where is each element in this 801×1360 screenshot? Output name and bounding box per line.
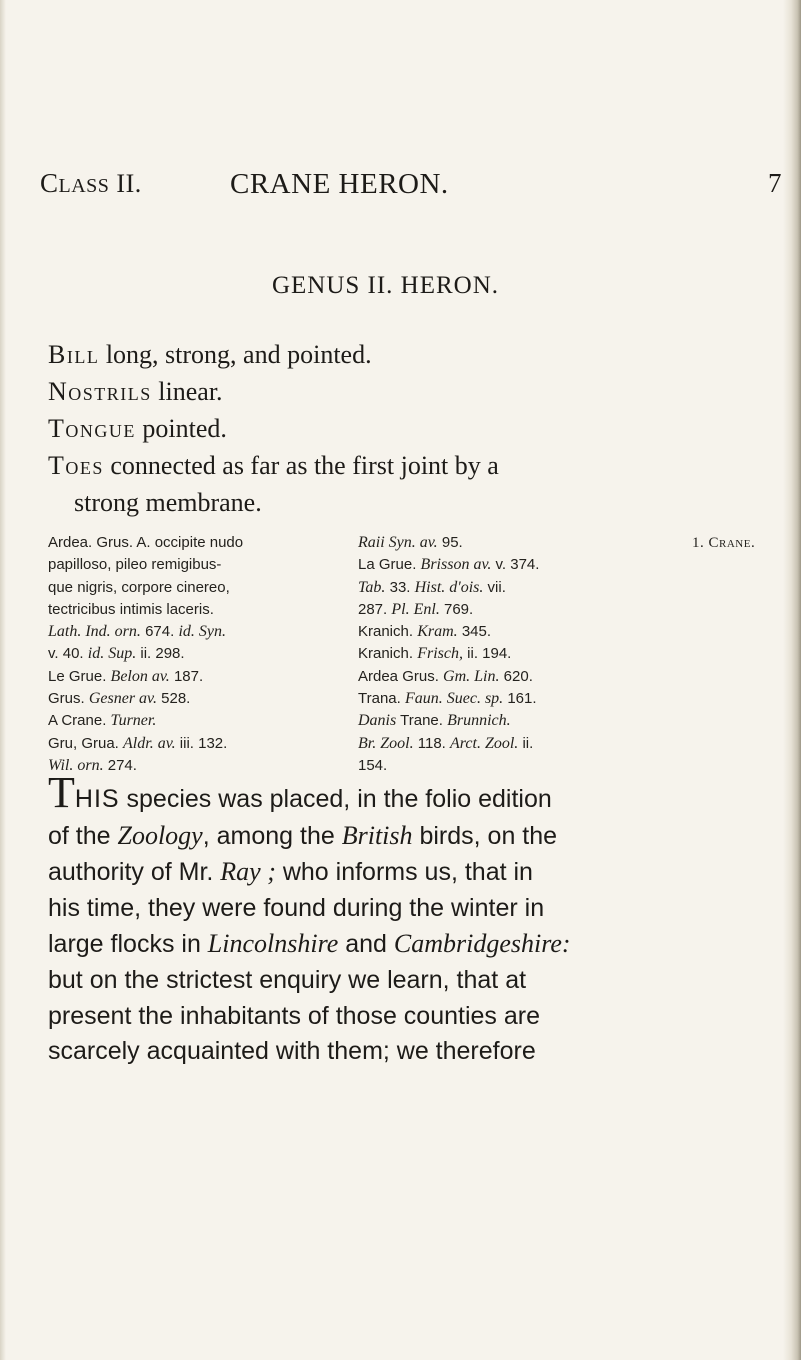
- reference-text: Ardea. Grus. A. occipite nudo: [48, 534, 244, 551]
- italic-term: Zoology: [117, 820, 203, 850]
- reference-text: 33.: [385, 578, 415, 596]
- reference-line: [48, 643, 348, 665]
- character-term: Bill: [48, 340, 100, 369]
- genus-title: GENUS II. HERON.: [271, 272, 500, 299]
- reference-text: 345.: [457, 623, 492, 641]
- body-text-run: present the inhabitants of those counties are: [48, 1001, 540, 1030]
- margin-note: [692, 532, 755, 554]
- reference-text: 287.: [358, 600, 392, 618]
- reference-text: Le Grue.: [48, 667, 111, 685]
- reference-citation: Arct. Zool.: [450, 734, 519, 752]
- body-text-run: large flocks in: [48, 930, 208, 959]
- character-term: Nostrils: [48, 377, 152, 406]
- reference-citation: Brisson av.: [420, 556, 492, 574]
- body-text-run: and: [338, 930, 394, 959]
- reference-text: v. 40.: [48, 645, 88, 663]
- reference-text: ii. 298.: [136, 645, 185, 663]
- reference-line: [358, 621, 688, 643]
- references-left-column: [48, 532, 348, 777]
- reference-text: Trana.: [358, 690, 405, 708]
- reference-line: [48, 666, 348, 688]
- reference-text: v. 374.: [491, 556, 540, 574]
- reference-line: [48, 532, 348, 554]
- running-head-title: CRANE HERON.: [230, 168, 449, 200]
- reference-line: [358, 688, 688, 710]
- body-text-run: who informs us, that in: [275, 858, 533, 887]
- reference-line: [358, 666, 688, 688]
- reference-text: que nigris, corpore cinereo,: [48, 578, 230, 596]
- reference-citation: Br. Zool.: [358, 734, 414, 752]
- reference-text: 528.: [156, 690, 191, 708]
- references-right-column: [358, 532, 688, 777]
- reference-citation: Danis: [358, 712, 397, 730]
- body-line: [48, 818, 760, 855]
- reference-line: [358, 577, 688, 599]
- reference-line: [358, 755, 688, 777]
- reference-citation: Pl. Enl.: [391, 600, 440, 618]
- character-description: connected as far as the first joint by a: [103, 451, 499, 480]
- reference-text: ii.: [518, 734, 534, 752]
- body-text-run: birds, on the: [412, 821, 558, 850]
- body-line: [48, 1034, 760, 1070]
- reference-line: [358, 733, 688, 755]
- reference-text: 187.: [169, 667, 204, 685]
- reference-text: Gru, Grua.: [48, 734, 124, 752]
- reference-text: Ardea Grus.: [358, 667, 444, 685]
- reference-text: Trane.: [396, 712, 448, 730]
- reference-text: vii.: [483, 578, 506, 596]
- margin-note-text: 1. Crane.: [692, 535, 756, 551]
- reference-citation: Aldr. av.: [123, 734, 176, 752]
- running-head-class-smallcaps: LASS: [58, 175, 110, 197]
- character-line: [48, 484, 760, 521]
- synonymy-references: [48, 532, 768, 772]
- character-description: pointed.: [135, 414, 227, 443]
- running-head-class: [40, 168, 142, 199]
- character-description: linear.: [151, 377, 223, 406]
- reference-text: 769.: [439, 600, 474, 618]
- generic-characters: [48, 336, 760, 521]
- reference-text: Kranich.: [358, 645, 418, 663]
- italic-term: British: [341, 820, 413, 850]
- reference-line: [48, 577, 348, 599]
- body-line: [48, 768, 760, 818]
- reference-citation: Kram.: [417, 623, 458, 641]
- reference-text: Kranich.: [358, 623, 418, 641]
- body-text-run: of the: [48, 821, 118, 850]
- body-text-run: his time, they were found during the winter in: [48, 893, 545, 922]
- body-text-run: HIS: [74, 785, 120, 813]
- reference-line: [358, 532, 688, 554]
- running-head-class-numeral: II.: [109, 169, 142, 198]
- body-text-run: species was placed, in the folio edition: [119, 785, 552, 813]
- reference-line: [48, 621, 348, 643]
- body-text-run: scarcely acquainted with them; we therefore: [48, 1037, 536, 1066]
- reference-text: 154.: [358, 756, 388, 774]
- reference-citation: Turner.: [110, 712, 157, 730]
- body-line: [48, 891, 760, 927]
- body-text-run: authority of Mr.: [48, 858, 221, 887]
- reference-line: [358, 710, 688, 732]
- reference-citation: Hist. d'ois.: [414, 578, 484, 596]
- reference-citation: id. Syn.: [178, 623, 226, 641]
- reference-text: 95.: [437, 534, 463, 551]
- drop-cap: T: [48, 768, 75, 817]
- italic-term: Lincolnshire: [207, 929, 339, 959]
- reference-citation: Gm. Lin.: [443, 667, 500, 685]
- italic-term: Cambridgeshire:: [393, 929, 571, 959]
- italic-term: Ray ;: [220, 857, 276, 887]
- reference-line: [358, 599, 688, 621]
- reference-line: [48, 733, 348, 755]
- reference-text: 161.: [503, 690, 537, 708]
- body-text-run: but on the strictest enquiry we learn, that at: [48, 965, 527, 994]
- character-line: [48, 447, 760, 484]
- reference-text: Grus.: [48, 690, 89, 708]
- body-line: [48, 854, 760, 891]
- reference-citation: Lath. Ind. orn.: [48, 623, 141, 641]
- reference-text: 674.: [140, 623, 179, 641]
- reference-text: A Crane.: [48, 712, 111, 730]
- reference-citation: Faun. Suec. sp.: [404, 690, 504, 708]
- running-head: [0, 168, 801, 208]
- page-number: 7: [768, 168, 782, 198]
- reference-citation: Belon av.: [110, 667, 170, 685]
- reference-citation: Gesner av.: [88, 690, 157, 708]
- reference-citation: Wil. orn.: [48, 756, 104, 774]
- reference-line: [48, 554, 348, 576]
- character-description: long, strong, and pointed.: [99, 340, 372, 369]
- reference-citation: Tab.: [358, 578, 386, 596]
- reference-text: 620.: [499, 667, 533, 685]
- running-head-class-initial: C: [40, 168, 59, 198]
- character-line: [48, 410, 760, 447]
- reference-line: [358, 554, 688, 576]
- character-line: [48, 373, 760, 410]
- reference-line: [48, 599, 348, 621]
- character-term: Tongue: [48, 414, 136, 443]
- reference-line: [358, 643, 688, 665]
- reference-text: La Grue.: [358, 556, 421, 574]
- reference-line: [48, 688, 348, 710]
- character-term: Toes: [48, 451, 104, 480]
- reference-citation: id. Sup.: [87, 645, 137, 663]
- body-text-run: , among the: [202, 821, 342, 850]
- body-paragraph: [48, 768, 760, 1070]
- body-line: [48, 926, 760, 963]
- character-line: [48, 336, 760, 373]
- body-line: [48, 963, 760, 999]
- reference-text: ii. 194.: [462, 645, 512, 663]
- reference-text: iii. 132.: [175, 734, 228, 752]
- reference-text: tectricibus intimis laceris.: [48, 600, 214, 618]
- reference-citation: Raii Syn. av.: [358, 534, 438, 551]
- reference-text: 118.: [413, 734, 450, 752]
- character-description: strong membrane.: [74, 488, 262, 517]
- reference-line: [48, 710, 348, 732]
- body-line: [48, 999, 760, 1035]
- reference-line: [48, 755, 348, 777]
- reference-citation: Frisch,: [417, 645, 463, 663]
- reference-text: 274.: [103, 756, 137, 774]
- reference-citation: Brunnich.: [447, 712, 511, 730]
- reference-text: papilloso, pileo remigibus-: [48, 556, 222, 574]
